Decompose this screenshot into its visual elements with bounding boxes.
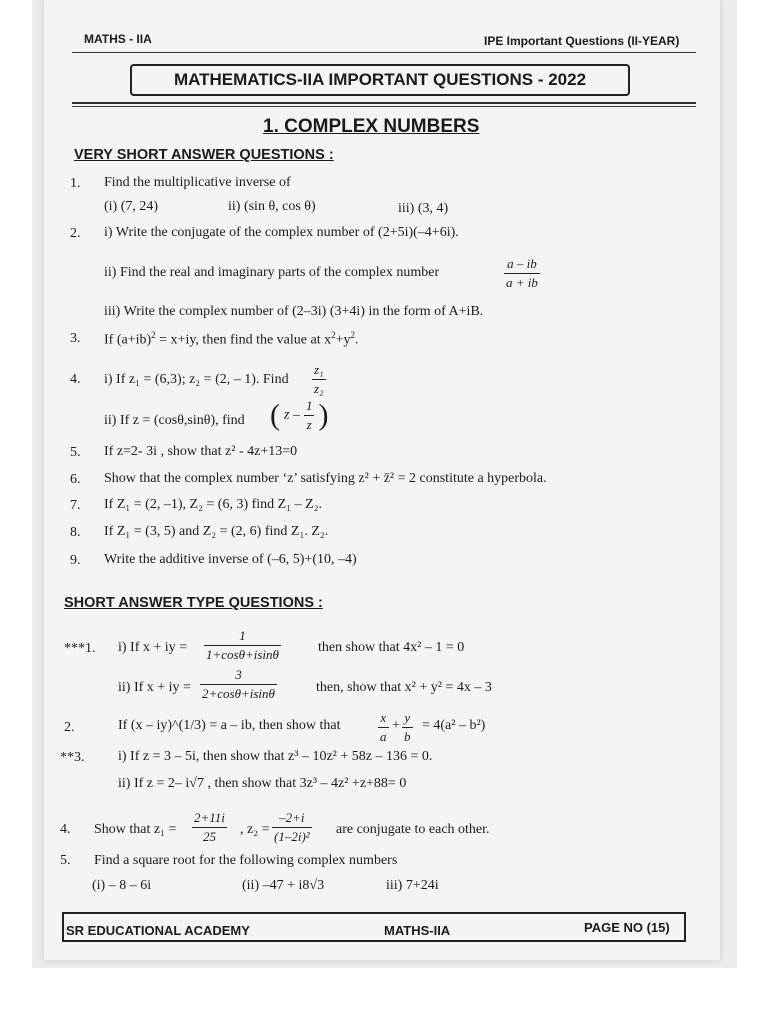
question-text: If $(a+ib)^2 = x+iy$, then find the value at $x^2+y^2$. (104, 330, 359, 348)
question-number: 1. (70, 176, 81, 191)
question-part: i) If x + iy = (118, 640, 188, 655)
footer-subject: MATHS-IIA (384, 923, 451, 938)
fraction-numerator: x (380, 710, 387, 725)
header-rule (72, 52, 696, 53)
question-option: (i) (7, 24) (104, 199, 159, 214)
question-part: ii) Find the real and imaginary parts of the complex number (104, 265, 440, 280)
fraction (402, 710, 413, 745)
question-text: are conjugate to each other. (336, 822, 490, 837)
fraction (272, 810, 312, 845)
question-part: i) If z₁ = (6,3); z₂ = (2, – 1). Find (104, 372, 289, 387)
question-number: ***1. (64, 641, 96, 656)
question-number: 8. (70, 525, 81, 540)
question-part: ii) If z = (cosθ,sinθ), find (104, 413, 245, 428)
question-number: 5. (60, 853, 71, 868)
fraction (504, 256, 540, 291)
q3-part: +y (335, 332, 351, 348)
fraction-denominator: a (380, 729, 387, 744)
question-part: i) Write the conjugate of the complex number of (2+5i)(–4+6i). (104, 225, 459, 240)
fraction-numerator: 1 (239, 628, 246, 643)
footer-page-number: PAGE NO (15) (584, 920, 670, 935)
fraction-denominator: 25 (192, 827, 227, 845)
banner-rule-top (72, 102, 696, 104)
fraction (204, 628, 281, 663)
fraction-denominator: 2+cosθ+isinθ (202, 686, 275, 701)
fraction-denominator: z (304, 415, 315, 433)
question-part: ii) If x + iy = (118, 680, 191, 695)
question-text: Write the additive inverse of (–6, 5)+(10, –4) (104, 552, 357, 567)
fraction-numerator: a – ib (507, 256, 537, 271)
q3-part: If (a+ib) (104, 332, 152, 348)
header-exam-title: IPE Important Questions (II-YEAR) (484, 34, 680, 48)
question-option: iii) 7+24i (386, 878, 439, 893)
q3-part: . (355, 332, 359, 348)
question-text: If Z₁ = (3, 5) and Z₂ = (2, 6) find Z₁. Z₂. (104, 524, 329, 539)
fraction (192, 810, 227, 845)
fraction-numerator: –2+i (279, 810, 305, 825)
question-part: then, show that x² + y² = 4x – 3 (316, 680, 492, 695)
page-banner: MATHEMATICS-IIA IMPORTANT QUESTIONS - 2022 (130, 64, 630, 96)
question-number: 2. (70, 226, 81, 241)
fraction-denominator: a + ib (506, 275, 538, 290)
question-text: If (x – iy)^(1/3) = a – ib, then show that (118, 718, 341, 733)
question-text: Find a square root for the following complex numbers (94, 853, 398, 868)
plus-sign: + (392, 718, 400, 733)
chapter-title: 1. COMPLEX NUMBERS (263, 116, 480, 137)
question-option: iii) (3, 4) (398, 201, 449, 216)
question-text: Show that z₁ = (94, 822, 177, 837)
question-number: 5. (70, 445, 81, 460)
expression-text: z – (284, 407, 300, 423)
question-option: (i) – 8 – 6i (92, 878, 152, 893)
fraction-denominator: (1–2i)² (274, 829, 310, 844)
question-number: **3. (60, 750, 85, 765)
question-text: If Z₁ = (2, –1), Z₂ = (6, 3) find Z₁ – Z₂. (104, 497, 323, 512)
section-heading-vsaq: VERY SHORT ANSWER QUESTIONS : (74, 147, 334, 163)
question-option: (ii) –47 + i8√3 (242, 878, 325, 893)
footer-academy: SR EDUCATIONAL ACADEMY (66, 923, 250, 938)
question-text: = 4(a² – b²) (422, 718, 486, 733)
parenthesized-expression: ( z – $\frac{1}{z}$ ) (270, 398, 329, 432)
question-part: then show that 4x² – 1 = 0 (318, 640, 465, 655)
fraction-numerator: z₁ (314, 362, 324, 377)
banner-rule-bottom (72, 106, 696, 107)
question-number: 2. (64, 720, 75, 735)
question-part: i) If z = 3 – 5i, then show that z³ – 10z² + 58z – 136 = 0. (118, 749, 433, 764)
section-heading-saq: SHORT ANSWER TYPE QUESTIONS : (64, 595, 323, 611)
fraction (378, 710, 389, 745)
question-part: ii) If z = 2– i√7 , then show that 3z³ – 4z² +z+88= 0 (118, 776, 407, 791)
question-text: Find the multiplicative inverse of (104, 175, 291, 190)
question-number: 4. (60, 822, 71, 837)
question-number: 7. (70, 498, 81, 513)
fraction-numerator: 2+11i (194, 810, 225, 825)
question-option: ii) (sin θ, cos θ) (228, 199, 316, 214)
header-subject: MATHS - IIA (84, 32, 152, 46)
fraction-denominator: z₂ (314, 381, 324, 396)
question-part: iii) Write the complex number of (2–3i) (3+4i) in the form of A+iB. (104, 304, 484, 319)
question-number: 4. (70, 372, 81, 387)
fraction (304, 398, 315, 433)
fraction-numerator: 3 (235, 667, 242, 682)
question-number: 6. (70, 472, 81, 487)
fraction-denominator: b (404, 729, 411, 744)
question-text: , z₂ = (240, 822, 270, 837)
question-number: 9. (70, 553, 81, 568)
fraction-numerator: y (404, 710, 411, 725)
fraction-numerator: 1 (305, 398, 313, 413)
q3-part: = x+iy, then find the value at x (155, 332, 332, 348)
question-text: If z=2- 3i , show that z² - 4z+13=0 (104, 444, 298, 459)
question-number: 3. (70, 331, 81, 346)
fraction-denominator: 1+cosθ+isinθ (206, 647, 279, 662)
fraction (312, 362, 326, 397)
question-text: Show that the complex number ‘z’ satisfying z² + z̄² = 2 constitute a hyperbola. (104, 471, 547, 486)
fraction (200, 667, 277, 702)
